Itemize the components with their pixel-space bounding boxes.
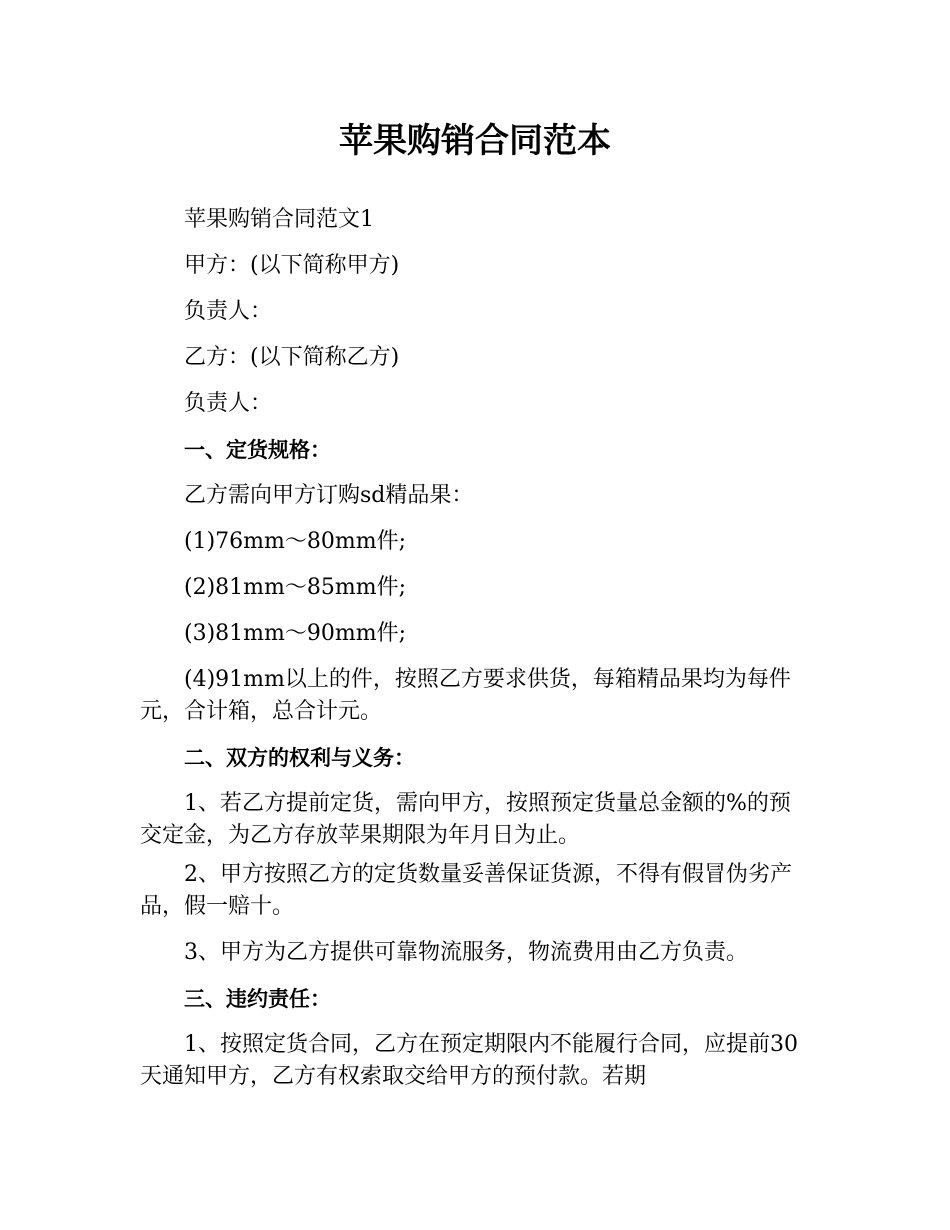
paragraph-party-a: 甲方：(以下简称甲方) [184,253,400,278]
paragraph-rights-1: 1、若乙方提前定货，需向甲方，按照预定货量总金额的%的预交定金，为乙方存放苹果期限为年月日为止。 [140,791,791,848]
paragraph-spec-4: (4)91mm以上的件，按照乙方要求供货，每箱精品果均为每件元，合计箱，总合计元。 [140,667,791,724]
paragraph-party-b: 乙方：(以下简称乙方) [184,345,400,370]
paragraph-spec-3: (3)81mm～90mm件; [184,621,407,646]
section-heading-specifications: 一、定货规格： [184,438,331,462]
paragraph-party-a-contact: 负责人： [184,299,273,324]
paragraph-spec-1: (1)76mm～80mm件; [184,529,407,554]
paragraph-spec-2: (2)81mm～85mm件; [184,575,407,600]
paragraph-party-b-contact: 负责人： [184,391,273,416]
document-title: 苹果购销合同范本 [339,121,611,161]
section-heading-breach: 三、违约责任： [184,987,331,1011]
paragraph-order-intro: 乙方需向甲方订购sd精品果： [184,483,474,508]
section-heading-rights: 二、双方的权利与义务： [184,746,415,770]
paragraph-rights-2: 2、甲方按照乙方的定货数量妥善保证货源，不得有假冒伪劣产品，假一赔十。 [140,862,792,919]
document-body [140,197,810,1100]
paragraph-breach-1: 1、按照定货合同，乙方在预定期限内不能履行合同，应提前30天通知甲方，乙方有权索取交给甲方的预付款。若期 [140,1032,798,1089]
paragraph-contract-subtitle: 苹果购销合同范文1 [184,207,374,232]
paragraph-rights-3: 3、甲方为乙方提供可靠物流服务，物流费用由乙方负责。 [184,940,748,965]
